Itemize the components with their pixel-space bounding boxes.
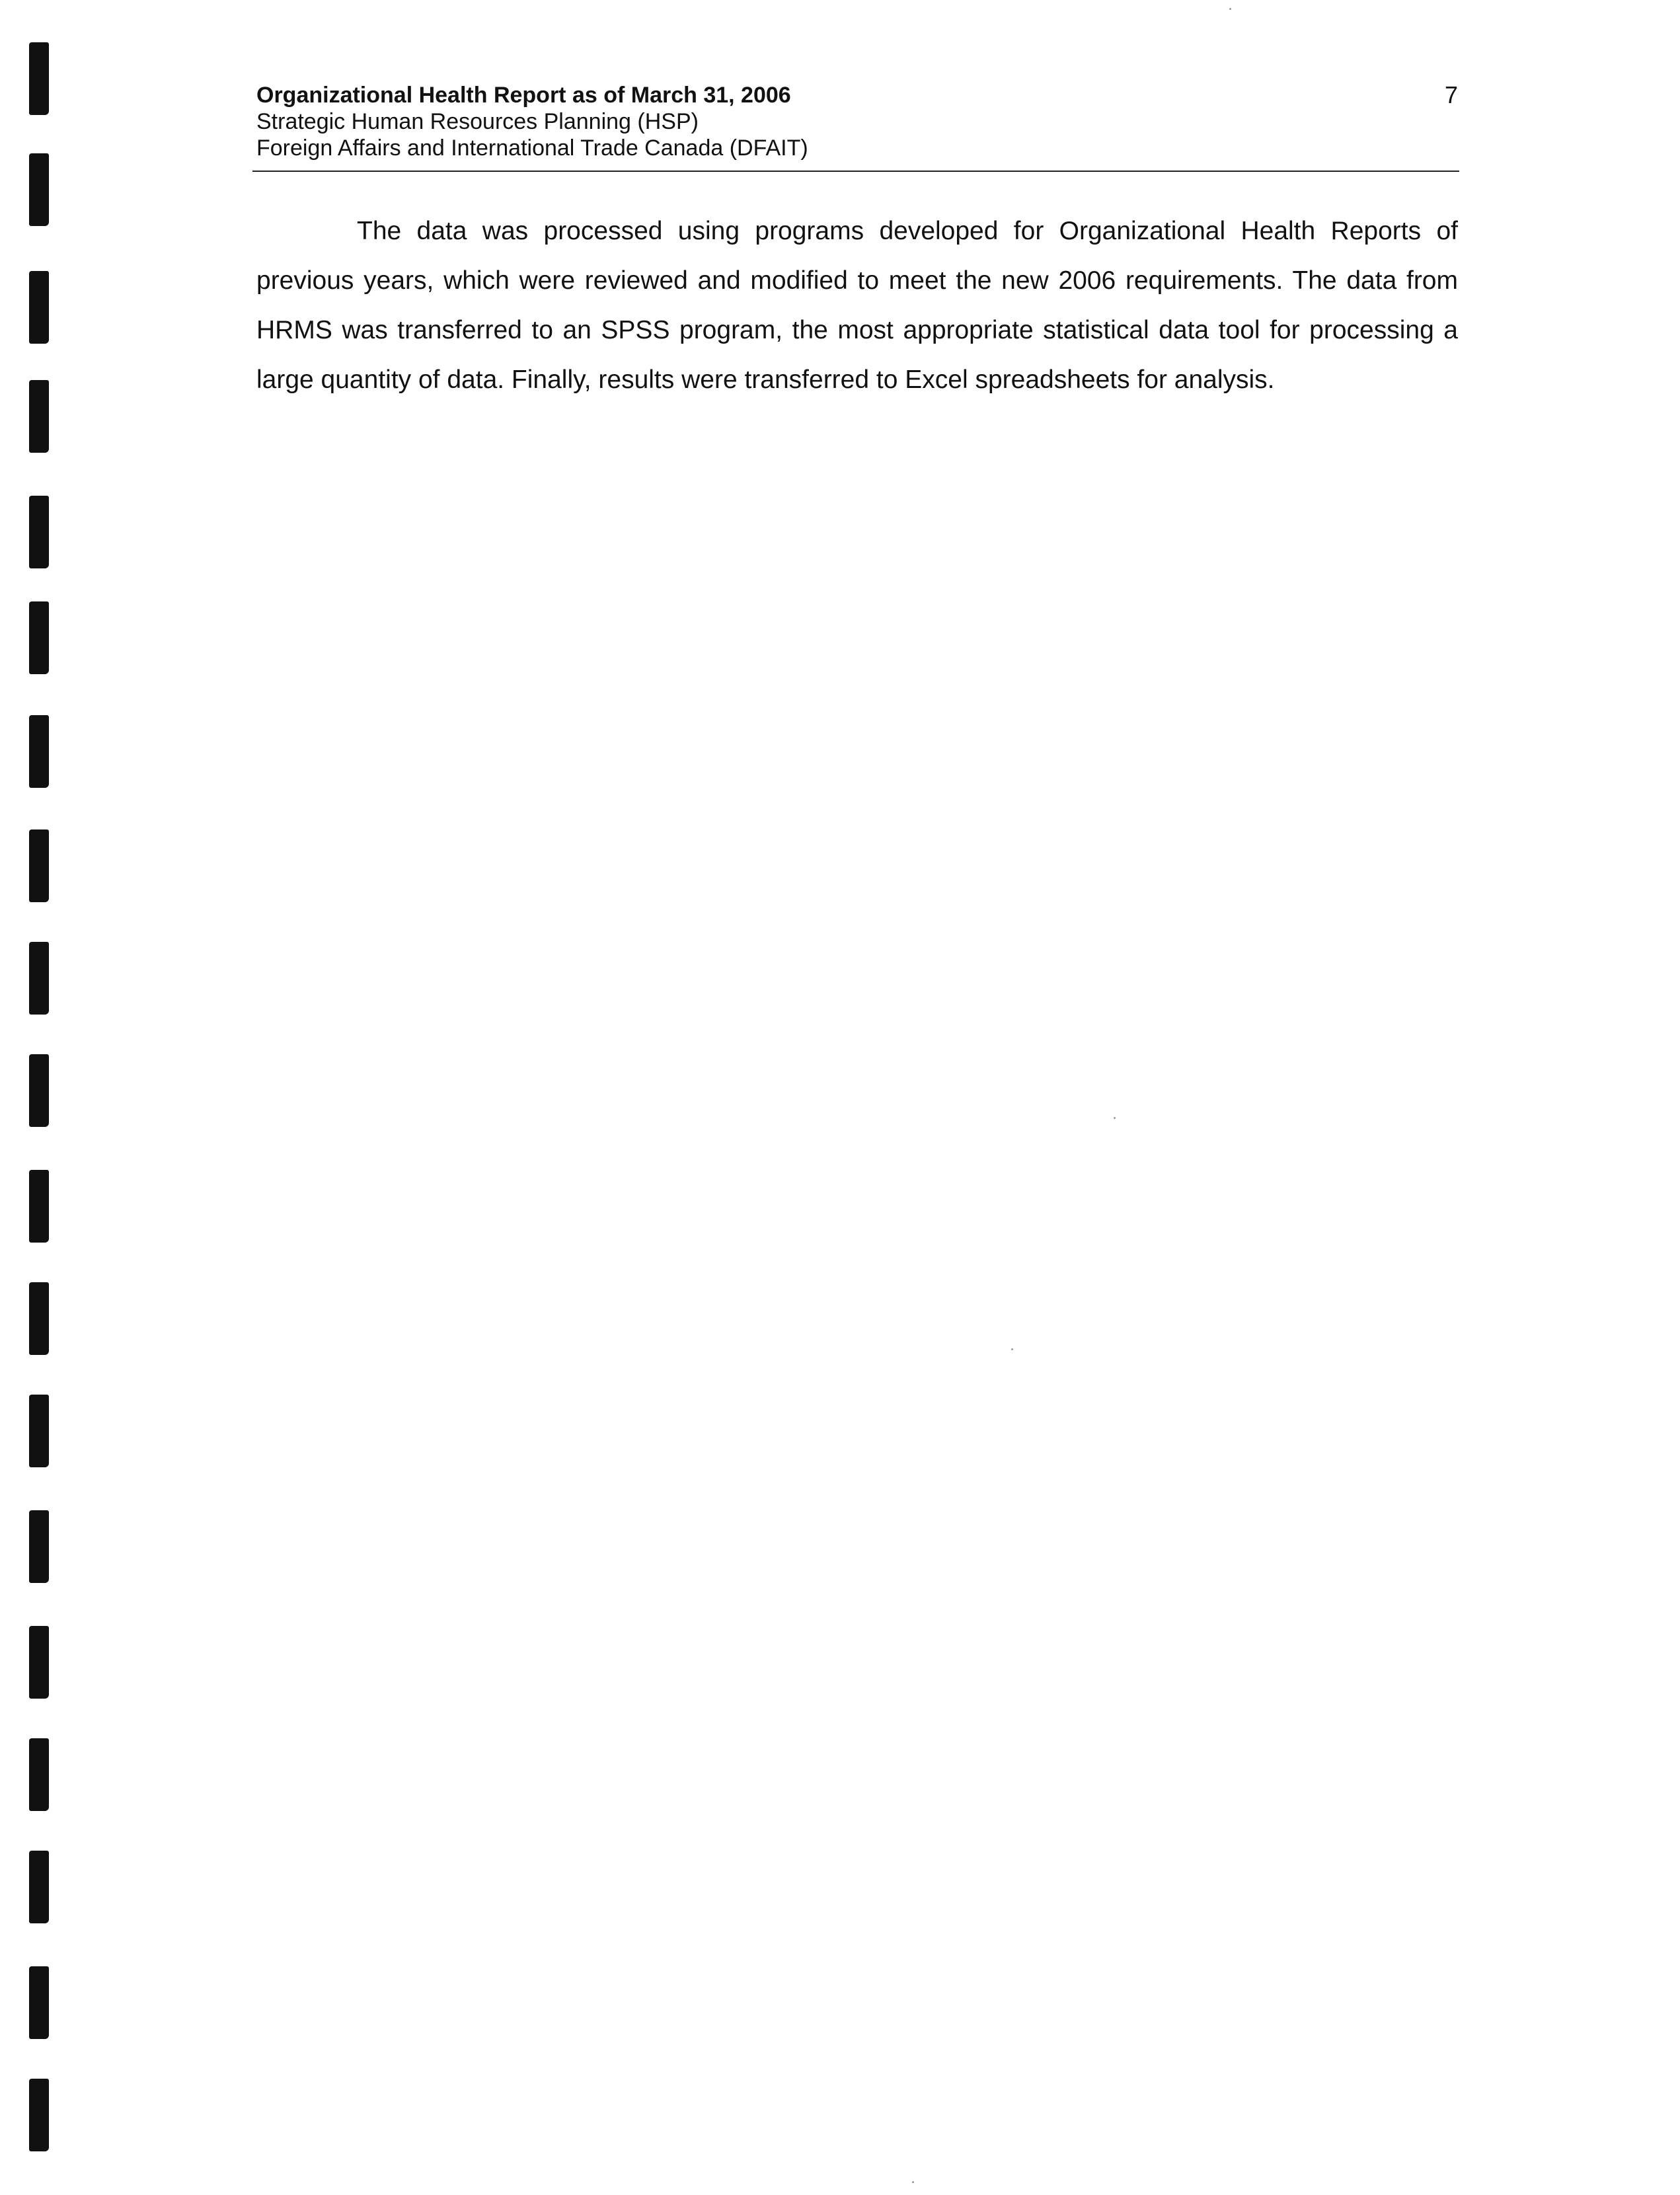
scan-speck [1114, 1117, 1116, 1119]
scan-speck [912, 2181, 914, 2183]
punch-mark [29, 1851, 49, 1923]
punch-mark [29, 496, 49, 568]
punch-mark [29, 1626, 49, 1699]
header-divider [252, 171, 1459, 172]
punch-mark [29, 715, 49, 788]
report-title: Organizational Health Report as of March 31, 2006 [256, 83, 791, 108]
punch-mark [29, 2079, 49, 2151]
punch-mark [29, 1395, 49, 1467]
punch-mark [29, 271, 49, 344]
punch-mark [29, 1966, 49, 2039]
body-paragraph: The data was processed using programs developed for Organizational Health Reports of previous years, which were reviewed and modified to meet the new 2006 requirements. The data from HRMS was transferred to an SPSS program, the most appropriate statistical data tool for processing a large quantity of data. Finally, results were transferred to Excel spreadsheets for analysis. [256, 217, 1458, 394]
division-name: Strategic Human Resources Planning (HSP) [256, 109, 699, 134]
binding-punch-marks [29, 0, 56, 2195]
punch-mark [29, 42, 49, 115]
punch-mark [29, 942, 49, 1015]
punch-mark [29, 1054, 49, 1127]
scan-speck [1229, 8, 1231, 10]
punch-mark [29, 1510, 49, 1583]
scan-speck [1011, 1348, 1013, 1350]
punch-mark [29, 829, 49, 902]
department-name: Foreign Affairs and International Trade Canada (DFAIT) [256, 135, 808, 161]
punch-mark [29, 601, 49, 674]
page-header [256, 82, 1458, 161]
punch-mark [29, 1738, 49, 1811]
punch-mark [29, 153, 49, 226]
punch-mark [29, 1282, 49, 1355]
page-number: 7 [1444, 81, 1458, 108]
punch-mark [29, 1170, 49, 1243]
punch-mark [29, 380, 49, 453]
